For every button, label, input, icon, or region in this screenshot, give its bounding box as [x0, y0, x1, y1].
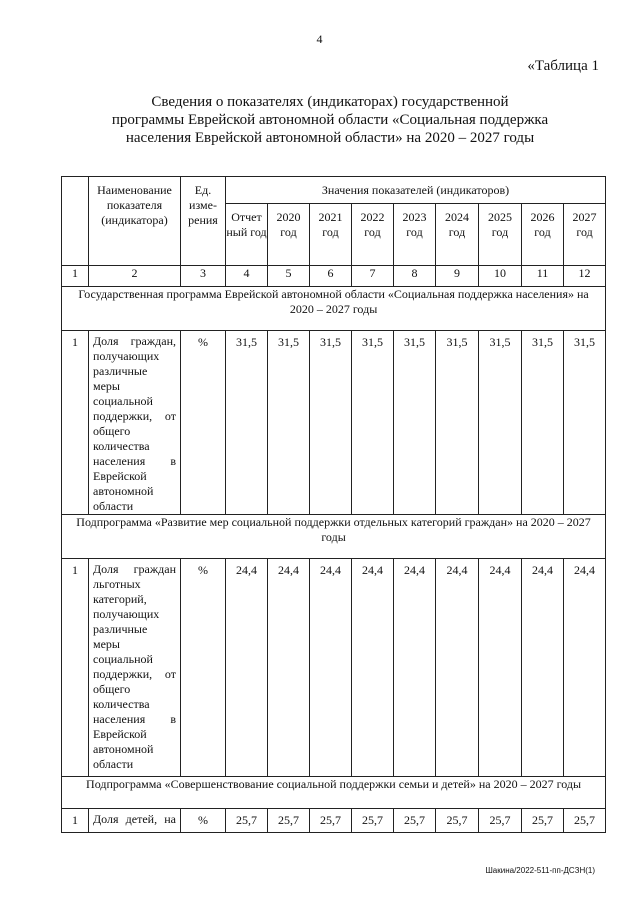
- indicator-name-line: различные: [93, 622, 148, 636]
- indicator-name-line: количества: [93, 439, 150, 453]
- value-cell: 31,5: [310, 331, 352, 515]
- title-line: программы Еврейской автономной области «Социальная поддержка: [111, 112, 549, 128]
- value-cell: 24,4: [226, 559, 268, 777]
- indicator-name-line: Доля детей, на: [93, 812, 176, 826]
- value-cell: 25,7: [436, 809, 479, 833]
- indicator-name-line: различные: [93, 364, 148, 378]
- indicator-name-line: населения в: [93, 712, 176, 726]
- value-cell: 24,4: [352, 559, 394, 777]
- indicator-name-line: Доля граждан: [93, 562, 176, 576]
- indicator-name-line: получающих: [93, 607, 160, 621]
- value-cell: 24,4: [479, 559, 522, 777]
- header-year: 2022 год: [352, 204, 394, 266]
- column-number: 2: [89, 266, 181, 287]
- table-row: [62, 559, 606, 777]
- column-number: 4: [226, 266, 268, 287]
- table-row: [62, 331, 606, 515]
- header-year: 2021 год: [310, 204, 352, 266]
- indicator-name: [89, 559, 181, 777]
- section-title: Государственная программа Еврейской автономной области «Социальная поддержка населения» на 2020 – 2027 годы: [62, 287, 606, 331]
- title-line: населения Еврейской автономной области» на 2020 – 2027 годы: [125, 130, 535, 146]
- table-reference: «Таблица 1: [527, 58, 599, 74]
- value-cell: 25,7: [352, 809, 394, 833]
- indicator-name-line: поддержки, от: [93, 667, 176, 681]
- value-cell: 31,5: [436, 331, 479, 515]
- indicator-name-line: области: [93, 757, 134, 771]
- column-number: 8: [394, 266, 436, 287]
- header-year: 2025 год: [479, 204, 522, 266]
- indicator-name-line: социальной: [93, 394, 153, 408]
- column-number: 5: [268, 266, 310, 287]
- header-values-group: Значения показателей (индикаторов): [226, 177, 606, 204]
- table-row: [62, 809, 606, 833]
- header-unit: Ед. изме-рения: [181, 177, 226, 266]
- row-number: 1: [62, 809, 89, 833]
- column-number: 11: [522, 266, 564, 287]
- header-year: 2026 год: [522, 204, 564, 266]
- value-cell: 24,4: [564, 559, 606, 777]
- indicator-name-line: автономной: [93, 742, 154, 756]
- indicator-name-line: Еврейской: [93, 727, 147, 741]
- value-cell: 25,7: [479, 809, 522, 833]
- value-cell: 31,5: [226, 331, 268, 515]
- column-number: 10: [479, 266, 522, 287]
- indicator-name: [89, 331, 181, 515]
- indicator-name-line: меры: [93, 637, 120, 651]
- value-cell: 25,7: [394, 809, 436, 833]
- value-cell: 25,7: [310, 809, 352, 833]
- header-year: 2023 год: [394, 204, 436, 266]
- row-number: 1: [62, 559, 89, 777]
- indicator-name-line: социальной: [93, 652, 153, 666]
- column-number: 12: [564, 266, 606, 287]
- header-year: 2027 год: [564, 204, 606, 266]
- column-number: 3: [181, 266, 226, 287]
- document-code: Шакина/2022-511-пп-ДСЗН(1): [485, 866, 595, 875]
- indicator-name: [89, 809, 181, 833]
- indicator-name-line: меры: [93, 379, 120, 393]
- indicator-name-line: получающих: [93, 349, 160, 363]
- value-cell: 24,4: [310, 559, 352, 777]
- indicator-name-line: категорий,: [93, 592, 147, 606]
- value-cell: 24,4: [436, 559, 479, 777]
- value-cell: 25,7: [268, 809, 310, 833]
- column-number: 6: [310, 266, 352, 287]
- unit-cell: %: [181, 809, 226, 833]
- header-year: 2024 год: [436, 204, 479, 266]
- indicator-name-line: Еврейской: [93, 469, 147, 483]
- indicator-name-line: Доля граждан,: [93, 334, 176, 348]
- indicator-name-line: общего: [93, 424, 131, 438]
- indicator-name-line: общего: [93, 682, 131, 696]
- value-cell: 31,5: [352, 331, 394, 515]
- indicator-name-line: области: [93, 499, 134, 513]
- value-cell: 24,4: [268, 559, 310, 777]
- indicator-name-line: населения в: [93, 454, 176, 468]
- title-line: Сведения о показателях (индикаторах) государственной: [151, 94, 509, 110]
- document-title: [60, 93, 600, 147]
- value-cell: 31,5: [522, 331, 564, 515]
- column-number: 1: [62, 266, 89, 287]
- unit-cell: %: [181, 331, 226, 515]
- value-cell: 31,5: [564, 331, 606, 515]
- value-cell: 31,5: [479, 331, 522, 515]
- page-number: 4: [316, 32, 323, 46]
- indicators-table: [61, 176, 606, 833]
- value-cell: 24,4: [394, 559, 436, 777]
- indicator-name-line: автономной: [93, 484, 154, 498]
- indicator-name-line: количества: [93, 697, 150, 711]
- indicator-name-line: льготных: [93, 577, 141, 591]
- value-cell: 25,7: [226, 809, 268, 833]
- column-number: 9: [436, 266, 479, 287]
- value-cell: 25,7: [564, 809, 606, 833]
- unit-cell: %: [181, 559, 226, 777]
- header-indicator-name: Наименование показателя (индикатора): [89, 177, 181, 266]
- row-number: 1: [62, 331, 89, 515]
- header-year: Отчет ный год: [226, 204, 268, 266]
- column-number: 7: [352, 266, 394, 287]
- indicator-name-line: поддержки, от: [93, 409, 176, 423]
- section-title: Подпрограмма «Развитие мер социальной поддержки отдельных категорий граждан» на 2020 – 2027 годы: [62, 515, 606, 559]
- section-title: Подпрограмма «Совершенствование социальной поддержки семьи и детей» на 2020 – 2027 годы: [62, 777, 606, 809]
- header-year: 2020 год: [268, 204, 310, 266]
- header-number-cell: [62, 177, 89, 266]
- value-cell: 31,5: [268, 331, 310, 515]
- value-cell: 31,5: [394, 331, 436, 515]
- value-cell: 24,4: [522, 559, 564, 777]
- value-cell: 25,7: [522, 809, 564, 833]
